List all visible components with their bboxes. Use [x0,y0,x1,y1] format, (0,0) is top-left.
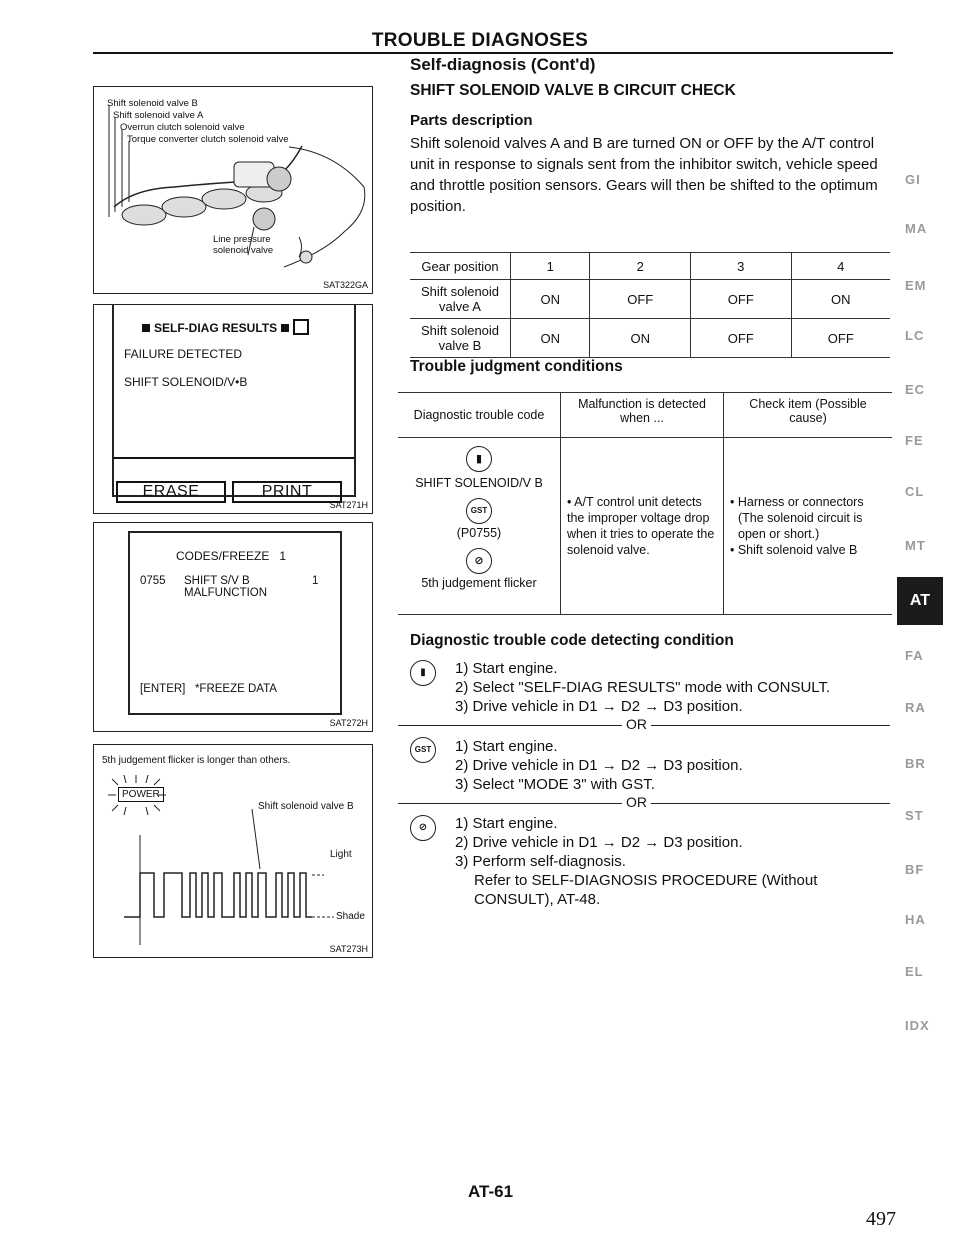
parts-description: Shift solenoid valves A and B are turned ON or OFF by the A/T control unit in response to signals sent from the inhibitor switch, vehicle speed and throttle position sensors. Gears will then be shifted to the optimum position. [410,135,878,215]
table-cell: OFF [691,319,792,358]
figure-code: SAT273H [329,944,368,954]
proc2-step1: 1) Start engine. [455,738,558,755]
code-text-2: MALFUNCTION [184,587,268,599]
section-heading: SHIFT SOLENOID VALVE B CIRCUIT CHECK [410,82,736,99]
label-torque-converter: Torque converter clutch solenoid valve [127,134,289,145]
sidebar-item-st[interactable]: ST [905,808,924,823]
figure-flicker [93,744,373,958]
figure-code: SAT272H [329,718,368,728]
proc1-step3: 3) Drive vehicle in D1 → D2 → D3 position. [455,698,743,715]
label-line-pressure-2: solenoid valve [213,245,274,256]
table-cell: ON [590,319,691,358]
page-number: 497 [866,1208,896,1230]
proc3-step2: 2) Drive vehicle in D1 → D2 → D3 position. [455,834,743,851]
shade-label: Shade [336,911,365,922]
proc3-step1: 1) Start engine. [455,815,558,832]
shift-solenoid-b-label: Shift solenoid valve B [258,801,354,812]
consult-screen [112,305,356,500]
codes-freeze-label: CODES/FREEZE [176,549,270,563]
subtitle: Self-diagnosis (Cont'd) [410,55,596,74]
table-row [410,319,890,358]
check-item-2: • Shift solenoid valve B [730,543,858,557]
figure-self-diag-screen [93,304,373,514]
failure-detected-text: FAILURE DETECTED [124,347,243,361]
sidebar-item-ha[interactable]: HA [905,912,926,927]
table-cell: 4 [791,253,890,280]
table-header-cell: Diagnostic trouble code [398,393,561,438]
figure-code: SAT322GA [323,280,368,290]
sidebar-item-br[interactable]: BR [905,756,926,771]
sidebar-item-cl[interactable]: CL [905,484,925,499]
checkbox-icon [293,319,309,335]
label-shift-solenoid-a: Shift solenoid valve A [113,110,204,121]
no-tools-icon: ⊘ [466,548,492,574]
table-header-cell: Malfunction is detected when ... [561,393,724,438]
dtc-cell [398,438,561,615]
label-shift-solenoid-b: Shift solenoid valve B [107,98,198,109]
sidebar-item-ec[interactable]: EC [905,382,926,397]
page-code: AT-61 [468,1182,514,1201]
erase-button[interactable]: ERASE [116,481,226,503]
square-icon [281,324,289,332]
power-lamp: POWER [118,787,164,802]
or-text: OR [622,794,651,810]
dtc-flicker: 5th judgement flicker [421,576,537,590]
sidebar-item-lc[interactable]: LC [905,328,925,343]
table-cell: OFF [791,319,890,358]
table-header-cell: Check item (Possible cause) [724,393,893,438]
screen-title-row [142,319,309,335]
dtc-name: SHIFT SOLENOID/V B [415,476,543,490]
no-tools-icon: ⊘ [410,815,436,841]
sidebar-item-at[interactable]: AT [897,577,943,625]
header-rule [93,52,893,54]
label-line-pressure: Line pressure [213,234,271,245]
table-cell: 2 [590,253,691,280]
print-button[interactable]: PRINT [232,481,342,503]
gst-screen [128,531,342,715]
solenoid-valve-illustration [94,87,372,293]
table-cell: ON [511,280,590,319]
gear-table [410,252,890,358]
label-overrun-clutch: Overrun clutch solenoid valve [120,122,245,133]
parts-heading: Parts description [410,112,533,129]
table-cell: 1 [511,253,590,280]
sidebar-item-ra[interactable]: RA [905,700,926,715]
table-cell: OFF [691,280,792,319]
check-item-1b: (The solenoid circuit is open or short.) [738,511,863,541]
table-row [398,438,892,615]
shift-solenoid-text: SHIFT SOLENOID/V•B [124,375,248,389]
table-cell: 3 [691,253,792,280]
proc3-step5: CONSULT), AT-48. [474,891,601,908]
check-item-1: • Harness or connectors [730,495,864,509]
sidebar-item-bf[interactable]: BF [905,862,925,877]
figure-code: SAT271H [329,500,368,510]
detect-heading: Diagnostic trouble code detecting condition [410,632,734,649]
proc2-step3: 3) Select "MODE 3" with GST. [455,776,655,793]
screen-title: SELF-DIAG RESULTS [154,321,278,335]
check-cell [724,438,893,615]
proc2-step2: 2) Drive vehicle in D1 → D2 → D3 position. [455,757,743,774]
table-cell: Gear position [410,253,511,280]
table-row [398,393,892,438]
dtc-code: (P0755) [456,526,502,540]
figure-solenoid-valves [93,86,373,294]
sidebar-item-em[interactable]: EM [905,278,927,293]
consult-icon: ▮ [410,660,436,686]
sidebar-item-ma[interactable]: MA [905,221,928,236]
sidebar-item-el[interactable]: EL [905,964,924,979]
codes-freeze-number: 1 [279,549,287,563]
dtc-table [398,392,892,615]
sidebar-item-idx[interactable]: IDX [905,1018,930,1033]
table-row [410,253,890,280]
table-cell: Shift solenoid valve A [410,280,511,319]
sidebar-item-fe[interactable]: FE [905,433,924,448]
table-cell: Shift solenoid valve B [410,319,511,358]
table-cell: ON [791,280,890,319]
table-row [410,280,890,319]
proc1-step2: 2) Select "SELF-DIAG RESULTS" mode with CONSULT. [455,679,831,696]
sidebar-item-fa[interactable]: FA [905,648,924,663]
table-cell: ON [511,319,590,358]
enter-freeze-data[interactable]: [ENTER] *FREEZE DATA [140,683,277,695]
codes-freeze-title [176,549,286,563]
flicker-caption: 5th judgement flicker is longer than others. [102,755,291,766]
square-icon [142,324,150,332]
screen-divider [114,457,354,459]
code-text: SHIFT S/V B [184,575,250,587]
table-cell: OFF [590,280,691,319]
code-number: 0755 [140,575,166,587]
or-text: OR [622,716,651,732]
malfunction-text: • A/T control unit detects the improper voltage drop when it tries to operate the solenoid valve. [567,495,715,557]
page-header: TROUBLE DIAGNOSES [371,30,589,51]
light-label: Light [330,849,352,860]
figure-codes-freeze [93,522,373,732]
proc1-step1: 1) Start engine. [455,660,558,677]
malfunction-cell [561,438,724,615]
sidebar-item-mt[interactable]: MT [905,538,926,553]
gst-icon: GST [410,737,436,763]
proc3-step3: 3) Perform self-diagnosis. [455,853,626,870]
proc3-step4: Refer to SELF-DIAGNOSIS PROCEDURE (Without [474,872,818,889]
gst-icon: GST [466,498,492,524]
code-count: 1 [312,575,319,587]
judgment-heading: Trouble judgment conditions [410,358,623,375]
sidebar-item-gi[interactable]: GI [905,172,921,187]
consult-icon: ▮ [466,446,492,472]
